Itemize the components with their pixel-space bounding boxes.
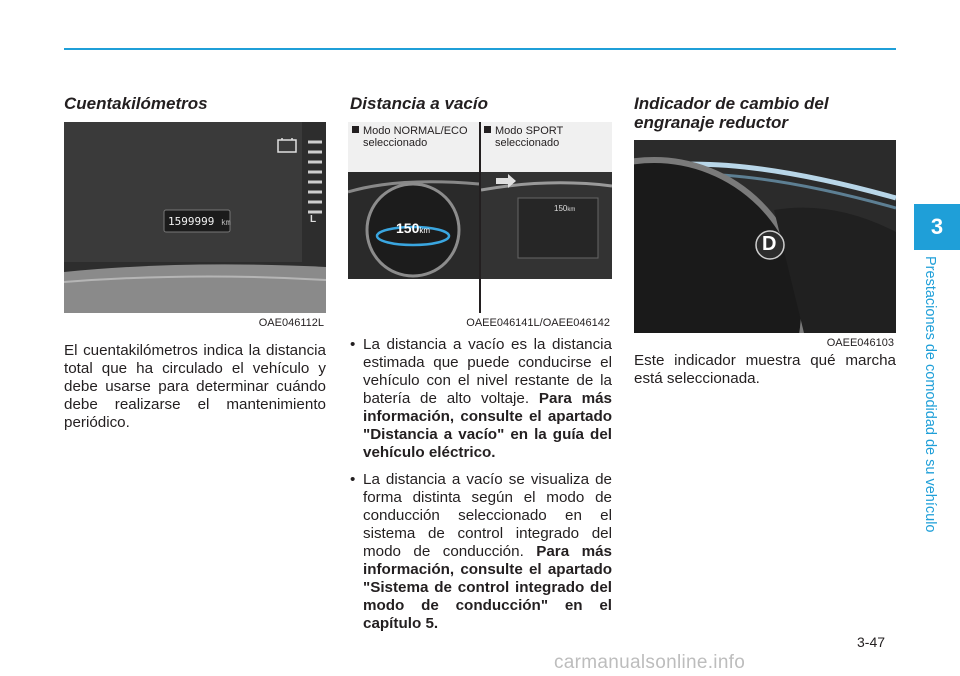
range-figure <box>348 122 612 330</box>
figure-divider <box>479 122 481 313</box>
odometer-heading: Cuentakilómetros <box>64 94 208 113</box>
legend-normal-eco: Modo NORMAL/ECO seleccionado <box>352 125 468 149</box>
range-readout-normal: 150km <box>396 220 431 236</box>
gear-figure <box>634 140 896 350</box>
gauge-letter: L <box>310 214 317 225</box>
list-item: • La distancia a vacío es la distancia estimada que puede conducirse el vehículo con el nivel restante de la batería de alto voltaje. Para más información, consulte el apartado "Distancia a vacío" en la guía del vehículo eléctrico. <box>350 336 612 461</box>
odometer-figure-code: OAE046112L <box>258 317 324 329</box>
odometer-reading: 1599999 km <box>168 215 231 228</box>
gear-indicator-description: Este indicador muestra qué marcha está seleccionada. <box>634 352 896 387</box>
odometer-description: El cuentakilómetros indica la distancia total que ha circulado el vehículo y debe usarse para determinar cuándo debe realizarse el mantenimiento periódico. <box>64 342 326 431</box>
gear-letter: D <box>762 233 777 255</box>
chapter-title: Prestaciones de comodidad de su vehículo <box>922 256 938 533</box>
range-readout-sport: 150km <box>554 204 576 213</box>
watermark: carmanualsonline.info <box>554 652 746 673</box>
chapter-tab[interactable]: 3 <box>914 204 960 250</box>
gear-indicator-heading: Indicador de cambio del engranaje reductor <box>634 94 829 132</box>
page-number: 3-47 <box>857 634 886 650</box>
gear-figure-code: OAEE046103 <box>826 337 894 349</box>
legend-sport: Modo SPORT seleccionado <box>484 125 563 149</box>
header-rule <box>64 48 896 50</box>
range-figure-code: OAEE046141L/OAEE046142 <box>466 317 610 329</box>
list-item: • La distancia a vacío se visualiza de forma distinta según el modo de conducción seleccionado en el sistema de control integrado del modo de conducción. Para más información, consulte el apartado "Sistema de control integrado del modo de conducción" en el capítulo 5. <box>350 471 612 632</box>
odometer-figure <box>64 122 326 330</box>
range-bullets <box>350 336 612 642</box>
range-heading: Distancia a vacío <box>350 94 488 113</box>
